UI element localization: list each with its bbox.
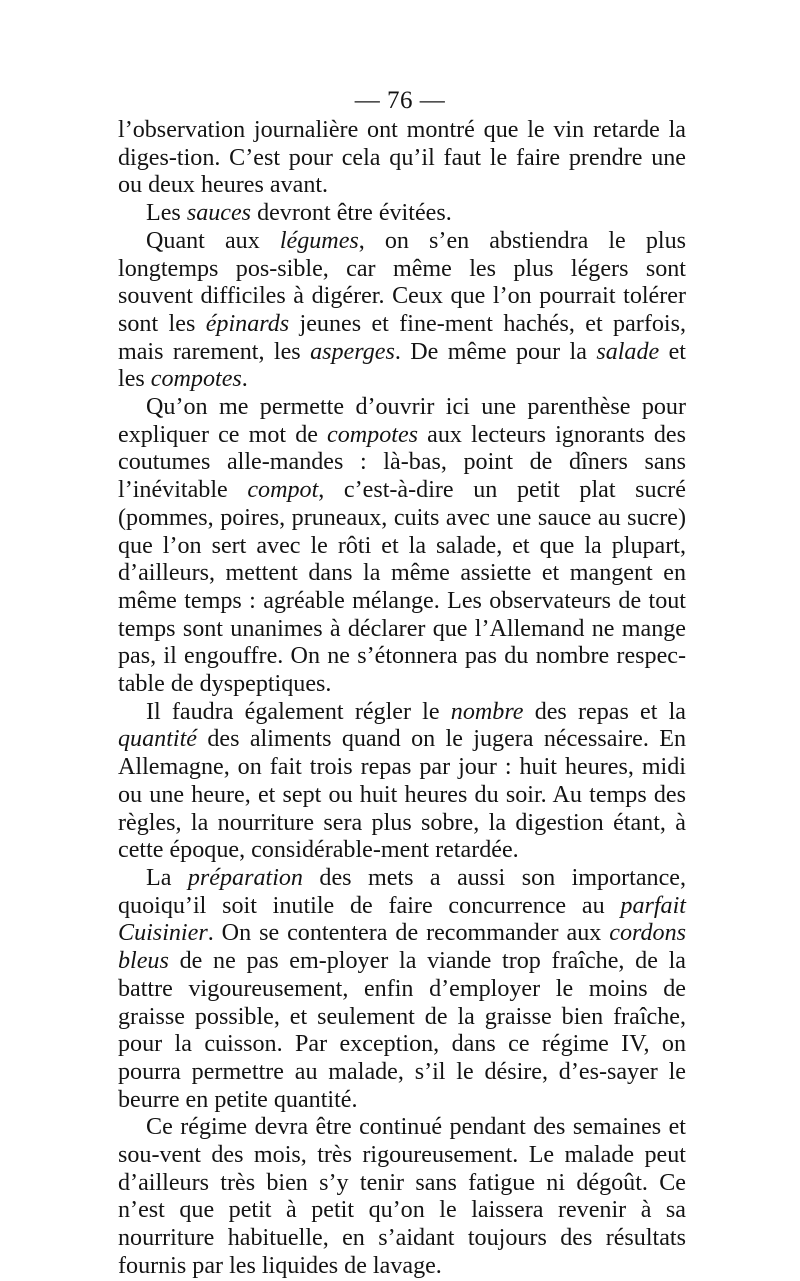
body-text <box>118 117 686 1281</box>
paragraph <box>118 1114 686 1280</box>
paragraph <box>118 200 686 228</box>
text-run: l’observation journalière ont montré que le vin retarde la diges-tion. C’est pour cela qu’il faut le faire prendre une ou deux heures avant. <box>118 117 686 199</box>
text-run: , c’est-à-dire un petit plat sucré (pommes, poires, pruneaux, cuits avec une sauce au sucre) que l’on sert avec le rôti et la salade, et que la plupart, d’ailleurs, mettent dans la même assiette et mangent en même temps : agréable mélange. Les observateurs de tout temps sont unanimes à déclarer que l’Allemand ne mange pas, il engouffre. On ne s’étonnera pas du nombre respec-table de dyspeptiques. <box>118 477 686 698</box>
page-number: — 76 — <box>354 87 446 114</box>
text-run: Ce régime devra être continué pendant des semaines et sou-vent des mois, très rigoureusement. Le malade peut d’ailleurs très bien s’y tenir sans fatigue ni dégoût. Ce n’est que petit à petit qu’on le laissera revenir à sa nourriture habituelle, en s’aidant toujours des résultats fournis par les liquides de lavage. <box>118 1114 686 1279</box>
italic-term: nombre <box>450 698 524 725</box>
text-run: Qu’on me permette d’ouvrir ici une parenthèse pour expliquer ce mot de <box>118 394 686 448</box>
italic-term: préparation <box>187 864 303 891</box>
italic-term: quantité <box>118 726 197 753</box>
italic-term: asperges <box>310 338 395 365</box>
paragraph <box>118 117 686 200</box>
italic-term: cordons bleus <box>118 920 686 975</box>
text-run: , on s’en abstiendra le plus longtemps pos-sible, car même les plus légers sont souvent difficiles à digérer. Ceux que l’on pourrait tolérer sont les <box>118 227 686 337</box>
paragraph <box>118 699 686 865</box>
paragraph <box>118 865 686 1114</box>
text-run: des mets a aussi son importance, quoiqu’il soit inutile de faire concurrence au <box>118 864 687 919</box>
text-run: aux lecteurs ignorants des coutumes alle-mandes : là-bas, point de dîners sans l’inévitable <box>118 421 686 504</box>
italic-term: légumes <box>279 227 359 254</box>
text-run: La <box>146 864 188 891</box>
text-run: et les <box>118 338 686 393</box>
text-run: . De même pour la <box>394 338 597 365</box>
text-run: des repas et la <box>523 698 686 725</box>
italic-term: salade <box>596 338 660 365</box>
text-run: . <box>241 366 248 393</box>
italic-term: parfait Cuisinier <box>118 892 686 947</box>
text-run: devront être évitées. <box>251 200 452 227</box>
text-run: des aliments quand on le jugera nécessaire. En Allemagne, on fait trois repas par jour : huit heures, midi ou une heure, et sept ou huit heures du soir. Au temps des règles, la nourriture sera plus sobre, la digestion étant, à cette époque, considérable-ment retardée. <box>118 726 686 864</box>
text-run: jeunes et fine-ment hachés, et parfois, mais rarement, les <box>118 310 686 365</box>
italic-term: compotes <box>327 421 419 448</box>
italic-term: épinards <box>205 310 290 337</box>
text-run: . On se contentera de recommander aux <box>207 920 610 947</box>
text-run: Il faudra également régler le <box>146 698 451 725</box>
italic-term: sauces <box>186 200 252 227</box>
italic-term: compotes <box>150 366 242 393</box>
text-run: Les <box>146 200 187 227</box>
text-run: Quant aux <box>146 227 280 254</box>
paragraph <box>118 394 686 699</box>
text-run: de ne pas em-ployer la viande trop fraîche, de la battre vigoureusement, enfin d’employer le moins de graisse possible, et seulement de la graisse bien fraîche, pour la cuisson. Par exception, dans ce régime IV, on pourra permettre au malade, s’il le désire, d’es-sayer le beurre en petite quantité. <box>118 948 686 1113</box>
italic-term: compot <box>247 477 319 504</box>
paragraph <box>118 228 686 394</box>
